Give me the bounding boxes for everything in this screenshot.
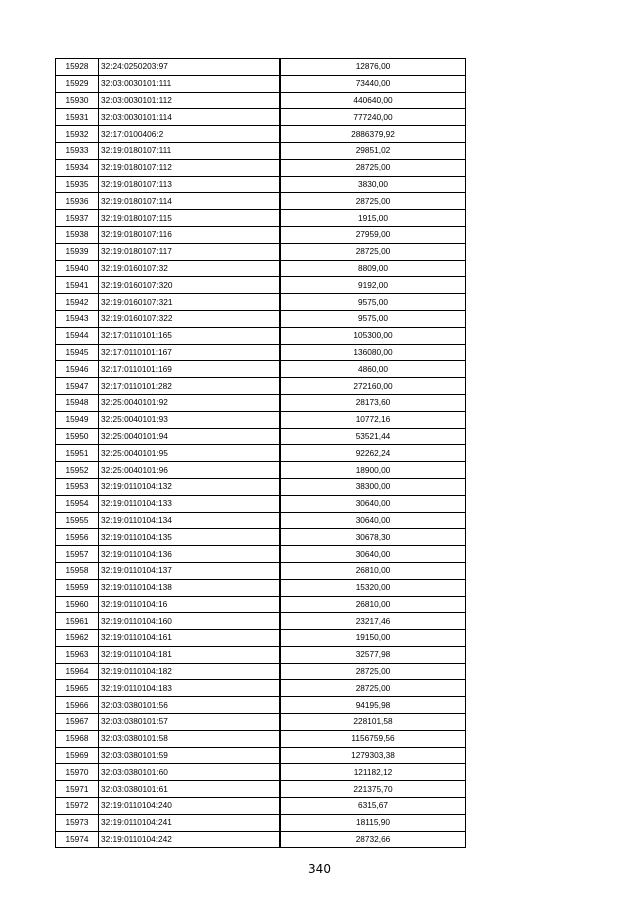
value-cell: 32577,98 <box>280 646 466 663</box>
cadastral-number-cell: 32:19:0110104:137 <box>99 562 281 579</box>
value-cell: 221375,70 <box>280 781 466 798</box>
cadastral-number-cell: 32:19:0180107:113 <box>99 176 281 193</box>
cadastral-number-cell: 32:19:0110104:133 <box>99 495 281 512</box>
value-cell: 4860,00 <box>280 361 466 378</box>
cadastral-number-cell: 32:03:0380101:59 <box>99 747 281 764</box>
row-number-cell: 15949 <box>56 411 99 428</box>
cadastral-number-cell: 32:17:0110101:282 <box>99 378 281 395</box>
cadastral-number-cell: 32:17:0110101:167 <box>99 344 281 361</box>
row-number-cell: 15972 <box>56 798 99 815</box>
cadastral-number-cell: 32:19:0180107:115 <box>99 210 281 227</box>
row-number-cell: 15971 <box>56 781 99 798</box>
table-row <box>56 747 466 764</box>
table-row <box>56 562 466 579</box>
row-number-cell: 15947 <box>56 378 99 395</box>
cadastral-number-cell: 32:03:0030101:114 <box>99 109 281 126</box>
cadastral-number-cell: 32:19:0160107:32 <box>99 260 281 277</box>
cadastral-number-cell: 32:17:0100406:2 <box>99 126 281 143</box>
row-number-cell: 15969 <box>56 747 99 764</box>
cadastral-number-cell: 32:19:0110104:242 <box>99 831 281 848</box>
row-number-cell: 15964 <box>56 663 99 680</box>
value-cell: 19150,00 <box>280 630 466 647</box>
row-number-cell: 15952 <box>56 462 99 479</box>
row-number-cell: 15951 <box>56 445 99 462</box>
table-row <box>56 193 466 210</box>
cadastral-number-cell: 32:03:0380101:56 <box>99 697 281 714</box>
cadastral-number-cell: 32:19:0110104:138 <box>99 579 281 596</box>
table-row <box>56 277 466 294</box>
value-cell: 28732,66 <box>280 831 466 848</box>
table-row <box>56 260 466 277</box>
row-number-cell: 15974 <box>56 831 99 848</box>
table-row <box>56 462 466 479</box>
value-cell: 23217,46 <box>280 613 466 630</box>
cadastral-number-cell: 32:19:0180107:114 <box>99 193 281 210</box>
table-row <box>56 781 466 798</box>
value-cell: 15320,00 <box>280 579 466 596</box>
cadastral-number-cell: 32:17:0110101:169 <box>99 361 281 378</box>
row-number-cell: 15963 <box>56 646 99 663</box>
value-cell: 30640,00 <box>280 495 466 512</box>
value-cell: 2886379,92 <box>280 126 466 143</box>
row-number-cell: 15960 <box>56 596 99 613</box>
value-cell: 136080,00 <box>280 344 466 361</box>
row-number-cell: 15939 <box>56 243 99 260</box>
value-cell: 1915,00 <box>280 210 466 227</box>
table-row <box>56 478 466 495</box>
value-cell: 440640,00 <box>280 92 466 109</box>
value-cell: 30640,00 <box>280 512 466 529</box>
row-number-cell: 15948 <box>56 394 99 411</box>
cadastral-number-cell: 32:24:0250203:97 <box>99 59 281 76</box>
value-cell: 3830,00 <box>280 176 466 193</box>
page-number: 340 <box>308 862 331 876</box>
value-cell: 10772,16 <box>280 411 466 428</box>
cadastral-number-cell: 32:19:0160107:320 <box>99 277 281 294</box>
table-row <box>56 697 466 714</box>
value-cell: 9575,00 <box>280 294 466 311</box>
cadastral-number-cell: 32:19:0110104:136 <box>99 546 281 563</box>
table-row <box>56 495 466 512</box>
value-cell: 28725,00 <box>280 680 466 697</box>
value-cell: 53521,44 <box>280 428 466 445</box>
value-cell: 92262,24 <box>280 445 466 462</box>
table-row <box>56 378 466 395</box>
row-number-cell: 15955 <box>56 512 99 529</box>
value-cell: 105300,00 <box>280 327 466 344</box>
value-cell: 1156759,56 <box>280 730 466 747</box>
value-cell: 9575,00 <box>280 310 466 327</box>
cadastral-number-cell: 32:19:0110104:241 <box>99 814 281 831</box>
cadastral-number-cell: 32:19:0160107:321 <box>99 294 281 311</box>
table-row <box>56 831 466 848</box>
value-cell: 8809,00 <box>280 260 466 277</box>
table-row <box>56 294 466 311</box>
row-number-cell: 15959 <box>56 579 99 596</box>
table-row <box>56 394 466 411</box>
table-row <box>56 814 466 831</box>
cadastral-number-cell: 32:19:0110104:134 <box>99 512 281 529</box>
table-body <box>56 59 466 848</box>
table-row <box>56 92 466 109</box>
row-number-cell: 15935 <box>56 176 99 193</box>
row-number-cell: 15962 <box>56 630 99 647</box>
table-row <box>56 344 466 361</box>
row-number-cell: 15938 <box>56 226 99 243</box>
value-cell: 94195,98 <box>280 697 466 714</box>
value-cell: 18900,00 <box>280 462 466 479</box>
row-number-cell: 15973 <box>56 814 99 831</box>
cadastral-number-cell: 32:25:0040101:92 <box>99 394 281 411</box>
table-row <box>56 210 466 227</box>
cadastral-number-cell: 32:19:0160107:322 <box>99 310 281 327</box>
cadastral-number-cell: 32:19:0110104:135 <box>99 529 281 546</box>
table-row <box>56 546 466 563</box>
table-row <box>56 243 466 260</box>
table-row <box>56 428 466 445</box>
cadastral-number-cell: 32:19:0110104:181 <box>99 646 281 663</box>
cadastral-number-cell: 32:19:0110104:161 <box>99 630 281 647</box>
cadastral-number-cell: 32:17:0110101:165 <box>99 327 281 344</box>
value-cell: 38300,00 <box>280 478 466 495</box>
value-cell: 28725,00 <box>280 663 466 680</box>
row-number-cell: 15954 <box>56 495 99 512</box>
value-cell: 30640,00 <box>280 546 466 563</box>
value-cell: 28725,00 <box>280 243 466 260</box>
cadastral-number-cell: 32:19:0110104:160 <box>99 613 281 630</box>
row-number-cell: 15945 <box>56 344 99 361</box>
cadastral-number-cell: 32:19:0110104:240 <box>99 798 281 815</box>
value-cell: 26810,00 <box>280 562 466 579</box>
cadastral-number-cell: 32:25:0040101:93 <box>99 411 281 428</box>
row-number-cell: 15966 <box>56 697 99 714</box>
row-number-cell: 15946 <box>56 361 99 378</box>
row-number-cell: 15961 <box>56 613 99 630</box>
row-number-cell: 15941 <box>56 277 99 294</box>
value-cell: 272160,00 <box>280 378 466 395</box>
cadastral-number-cell: 32:03:0380101:60 <box>99 764 281 781</box>
row-number-cell: 15968 <box>56 730 99 747</box>
table-row <box>56 226 466 243</box>
table-row <box>56 596 466 613</box>
row-number-cell: 15958 <box>56 562 99 579</box>
table-row <box>56 714 466 731</box>
row-number-cell: 15965 <box>56 680 99 697</box>
row-number-cell: 15970 <box>56 764 99 781</box>
value-cell: 28173,60 <box>280 394 466 411</box>
table-row <box>56 361 466 378</box>
row-number-cell: 15942 <box>56 294 99 311</box>
cadastral-number-cell: 32:19:0180107:117 <box>99 243 281 260</box>
row-number-cell: 15931 <box>56 109 99 126</box>
row-number-cell: 15940 <box>56 260 99 277</box>
table-row <box>56 159 466 176</box>
table-row <box>56 512 466 529</box>
row-number-cell: 15928 <box>56 59 99 76</box>
table-row <box>56 646 466 663</box>
cadastral-number-cell: 32:19:0110104:16 <box>99 596 281 613</box>
cadastral-number-cell: 32:25:0040101:96 <box>99 462 281 479</box>
table-row <box>56 411 466 428</box>
row-number-cell: 15932 <box>56 126 99 143</box>
value-cell: 28725,00 <box>280 159 466 176</box>
row-number-cell: 15934 <box>56 159 99 176</box>
table-row <box>56 798 466 815</box>
row-number-cell: 15967 <box>56 714 99 731</box>
row-number-cell: 15930 <box>56 92 99 109</box>
row-number-cell: 15953 <box>56 478 99 495</box>
table-row <box>56 730 466 747</box>
table-row <box>56 680 466 697</box>
table-row <box>56 445 466 462</box>
table-row <box>56 327 466 344</box>
table-row <box>56 630 466 647</box>
table-row <box>56 663 466 680</box>
row-number-cell: 15950 <box>56 428 99 445</box>
cadastral-number-cell: 32:19:0110104:183 <box>99 680 281 697</box>
table-row <box>56 310 466 327</box>
cadastral-number-cell: 32:25:0040101:95 <box>99 445 281 462</box>
data-table <box>55 58 466 848</box>
table-row <box>56 59 466 76</box>
cadastral-number-cell: 32:03:0380101:58 <box>99 730 281 747</box>
row-number-cell: 15943 <box>56 310 99 327</box>
value-cell: 777240,00 <box>280 109 466 126</box>
table-row <box>56 529 466 546</box>
value-cell: 228101,58 <box>280 714 466 731</box>
row-number-cell: 15929 <box>56 75 99 92</box>
cadastral-number-cell: 32:19:0110104:182 <box>99 663 281 680</box>
table-row <box>56 764 466 781</box>
cadastral-number-cell: 32:19:0180107:116 <box>99 226 281 243</box>
table-row <box>56 109 466 126</box>
cadastral-number-cell: 32:25:0040101:94 <box>99 428 281 445</box>
row-number-cell: 15956 <box>56 529 99 546</box>
cadastral-number-cell: 32:03:0380101:61 <box>99 781 281 798</box>
table-row <box>56 579 466 596</box>
row-number-cell: 15936 <box>56 193 99 210</box>
table-row <box>56 176 466 193</box>
value-cell: 26810,00 <box>280 596 466 613</box>
row-number-cell: 15937 <box>56 210 99 227</box>
value-cell: 18115,90 <box>280 814 466 831</box>
row-number-cell: 15933 <box>56 142 99 159</box>
value-cell: 121182,12 <box>280 764 466 781</box>
value-cell: 6315,67 <box>280 798 466 815</box>
table-row <box>56 126 466 143</box>
value-cell: 29851,02 <box>280 142 466 159</box>
cadastral-number-cell: 32:03:0030101:111 <box>99 75 281 92</box>
cadastral-number-cell: 32:19:0180107:111 <box>99 142 281 159</box>
table-row <box>56 613 466 630</box>
value-cell: 28725,00 <box>280 193 466 210</box>
row-number-cell: 15957 <box>56 546 99 563</box>
cadastral-number-cell: 32:19:0180107:112 <box>99 159 281 176</box>
cadastral-number-cell: 32:03:0380101:57 <box>99 714 281 731</box>
cadastral-number-cell: 32:19:0110104:132 <box>99 478 281 495</box>
value-cell: 9192,00 <box>280 277 466 294</box>
cadastral-number-cell: 32:03:0030101:112 <box>99 92 281 109</box>
table-row <box>56 75 466 92</box>
table-row <box>56 142 466 159</box>
value-cell: 73440,00 <box>280 75 466 92</box>
value-cell: 27959,00 <box>280 226 466 243</box>
value-cell: 1279303,38 <box>280 747 466 764</box>
row-number-cell: 15944 <box>56 327 99 344</box>
value-cell: 12876,00 <box>280 59 466 76</box>
value-cell: 30678,30 <box>280 529 466 546</box>
